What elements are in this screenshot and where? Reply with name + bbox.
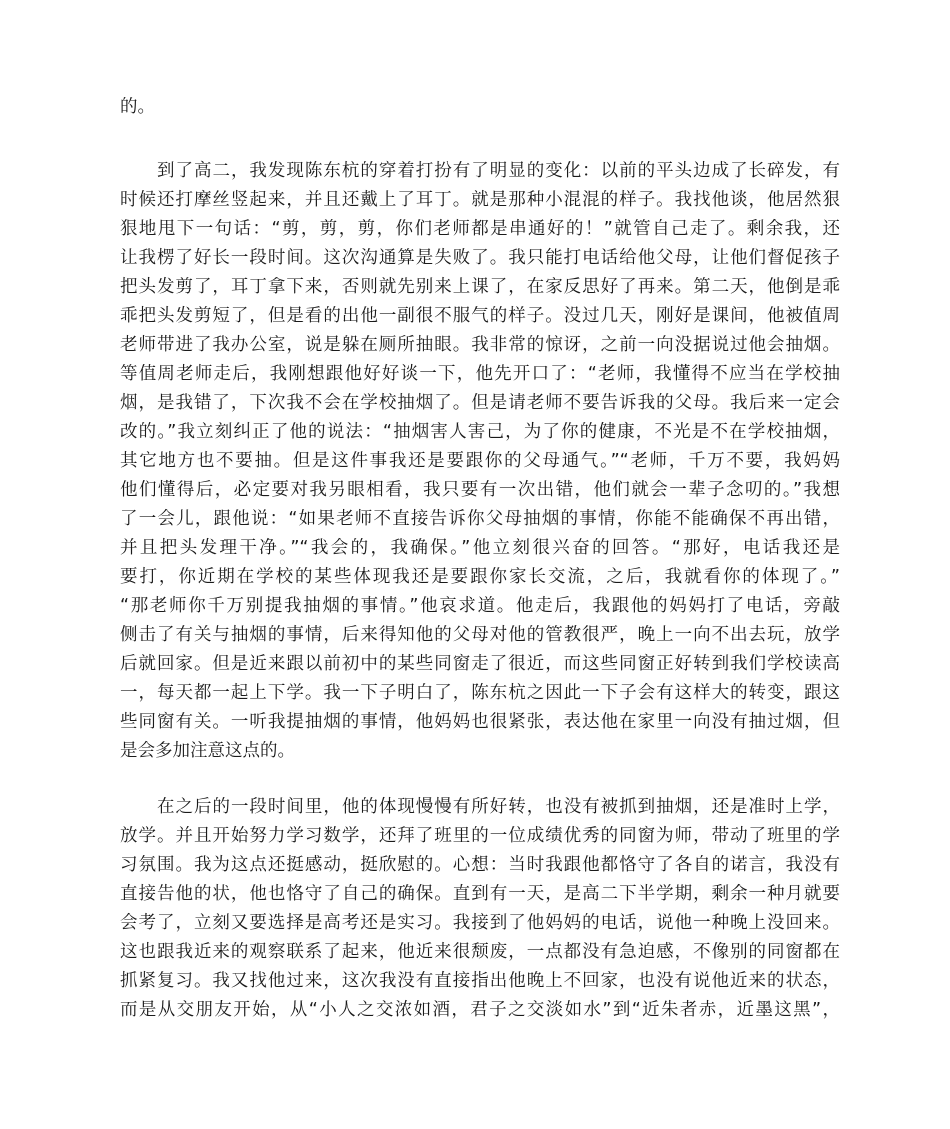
text-line: 习氛围。我为这点还挺感动，挺欣慰的。心想：当时我跟他都恪守了各自的诺言，我没有 xyxy=(120,855,840,875)
text-line: 让我楞了好长一段时间。这次沟通算是失败了。我只能打电话给他父母，让他们督促孩子 xyxy=(120,248,840,268)
text-line: 直接告他的状，他也恪守了自己的确保。直到有一天，是高二下半学期，剩余一种月就要 xyxy=(120,884,840,904)
text-line: 放学。并且开始努力学习数学，还拜了班里的一位成绩优秀的同窗为师，带动了班里的学 xyxy=(120,826,840,846)
text-line: “那老师你千万别提我抽烟的事情。”他哀求道。他走后，我跟他的妈妈打了电话，旁敲 xyxy=(120,596,840,616)
text-line: 了一会儿，跟他说：“如果老师不直接告诉你父母抽烟的事情，你能不能确保不再出错， xyxy=(120,509,840,529)
text-line: 这也跟我近来的观察联系了起来，他近来很颓废，一点都没有急迫感，不像别的同窗都在 xyxy=(120,942,840,962)
text-line: 是会多加注意这点的。 xyxy=(120,741,295,761)
text-line: 到了高二，我发现陈东杭的穿着打扮有了明显的变化：以前的平头边成了长碎发，有 xyxy=(157,161,840,181)
text-line: 其它地方也不要抽。但是这件事我还是要跟你的父母通气。”“老师，千万不要，我妈妈 xyxy=(120,451,840,471)
text-line: 侧击了有关与抽烟的事情，后来得知他的父母对他的管教很严，晚上一向不出去玩，放学 xyxy=(120,625,840,645)
text-line: 狠地甩下一句话：“剪，剪，剪，你们老师都是串通好的！”就管自己走了。剩余我，还 xyxy=(120,219,840,239)
text-line: 时候还打摩丝竖起来，并且还戴上了耳丁。就是那种小混混的样子。我找他谈，他居然狠 xyxy=(120,190,840,210)
paragraph xyxy=(120,93,840,122)
text-line: 并且把头发理干净。”“我会的，我确保。”他立刻很兴奋的回答。“那好，电话我还是 xyxy=(120,538,840,558)
text-line: 等值周老师走后，我刚想跟他好好谈一下，他先开口了：“老师，我懂得不应当在学校抽 xyxy=(120,364,840,384)
text-line: 乖把头发剪短了，但是看的出他一副很不服气的样子。没过几天，刚好是课间，他被值周 xyxy=(120,306,840,326)
text-line: 要打，你近期在学校的某些体现我还是要跟你家长交流，之后，我就看你的体现了。” xyxy=(120,567,840,587)
text-line: 些同窗有关。一听我提抽烟的事情，他妈妈也很紧张，表达他在家里一向没有抽过烟，但 xyxy=(120,712,840,732)
paragraph xyxy=(120,157,840,766)
text-line: 会考了，立刻又要选择是高考还是实习。我接到了他妈妈的电话，说他一种晚上没回来。 xyxy=(120,913,840,933)
text-line: 把头发剪了，耳丁拿下来，否则就先别来上课了，在家反思好了再来。第二天，他倒是乖 xyxy=(120,277,840,297)
text-line: 后就回家。但是近来跟以前初中的某些同窗走了很近，而这些同窗正好转到我们学校读高 xyxy=(120,654,840,674)
text-line: 老师带进了我办公室，说是躲在厕所抽眼。我非常的惊讶，之前一向没据说过他会抽烟。 xyxy=(120,335,840,355)
text-line: 的。 xyxy=(120,97,155,117)
paragraph xyxy=(120,793,840,1025)
text-line: 而是从交朋友开始，从“小人之交浓如酒，君子之交淡如水”到“近朱者赤，近墨这黑”， xyxy=(120,1000,840,1020)
text-line: 他们懂得后，必定要对我另眼相看，我只要有一次出错，他们就会一辈子念叨的。”我想 xyxy=(120,480,840,500)
text-line: 在之后的一段时间里，他的体现慢慢有所好转，也没有被抓到抽烟，还是准时上学， xyxy=(157,797,840,817)
text-line: 改的。”我立刻纠正了他的说法：“抽烟害人害己，为了你的健康，不光是不在学校抽烟， xyxy=(120,422,840,442)
text-line: 抓紧复习。我又找他过来，这次我没有直接指出他晚上不回家，也没有说他近来的状态， xyxy=(120,971,840,991)
text-line: 一，每天都一起上下学。我一下子明白了，陈东杭之因此一下子会有这样大的转变，跟这 xyxy=(120,683,840,703)
text-line: 烟，是我错了，下次我不会在学校抽烟了。但是请老师不要告诉我的父母。我后来一定会 xyxy=(120,393,840,413)
